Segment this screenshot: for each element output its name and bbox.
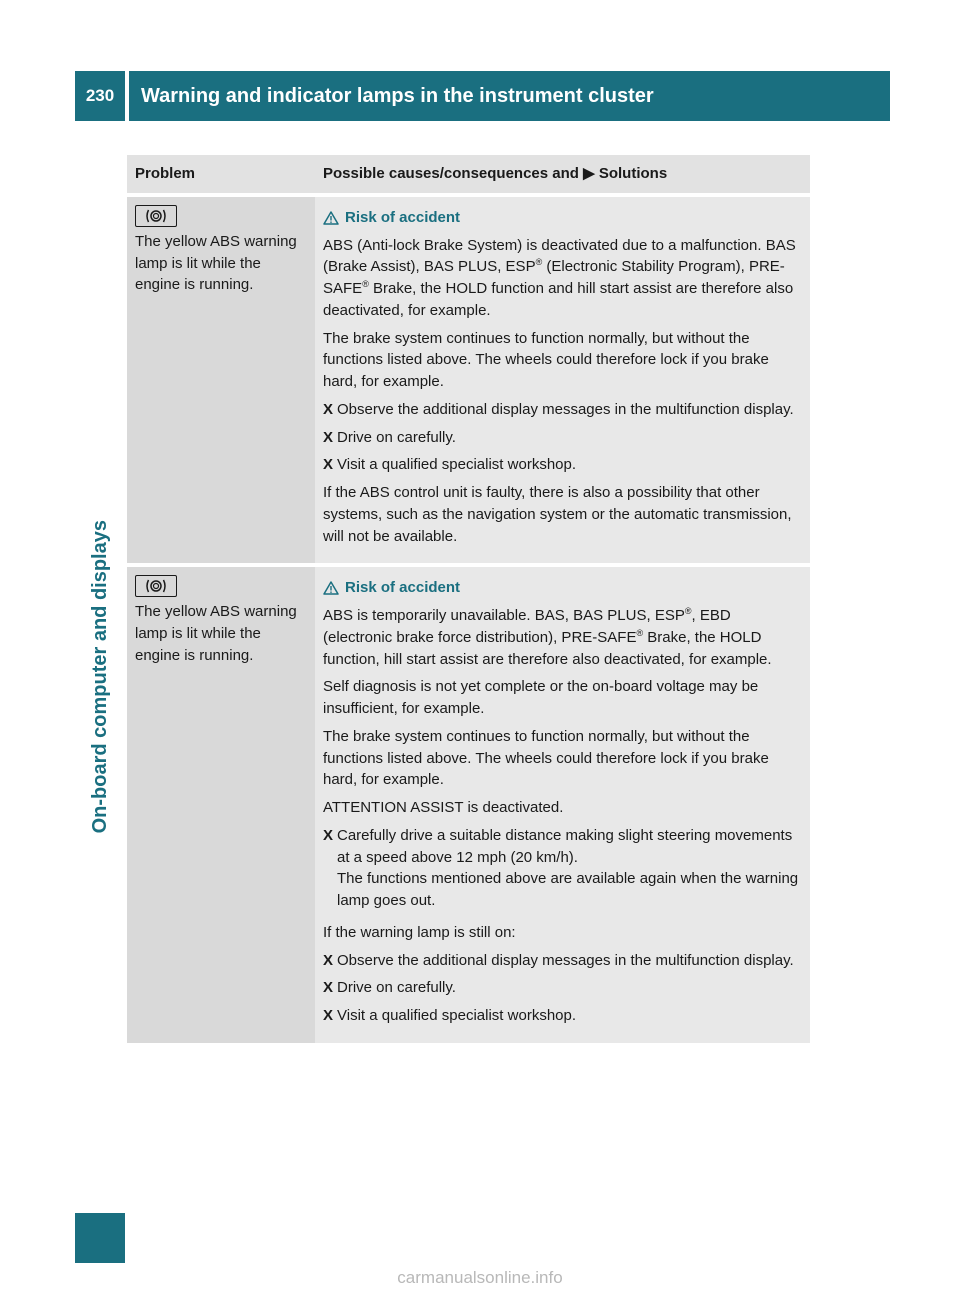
step-item: X Drive on carefully.	[323, 977, 804, 999]
section-side-tab	[83, 520, 117, 920]
warning-heading: Risk of accident	[323, 577, 804, 599]
problem-cell	[127, 565, 315, 1045]
step-arrow-icon: X	[323, 400, 334, 418]
page-header	[75, 71, 890, 121]
step-arrow-icon: X	[323, 951, 334, 969]
solution-cell	[315, 195, 810, 566]
step-item: X Carefully drive a suitable distance making slight steering movements at a speed above 12 mph (20 km/h). The functions mentioned above are available again when the warning lamp goes out.	[323, 825, 804, 912]
warning-paragraph: ABS is temporarily unavailable. BAS, BAS PLUS, ESP®, EBD (electronic brake force distribution), PRE-SAFE® Brake, the HOLD function, hill start assist are therefore also deactivated, for example.	[323, 606, 772, 668]
step-item: X Observe the additional display messages in the multifunction display.	[323, 950, 804, 972]
step-arrow-icon: X	[323, 979, 334, 997]
info-paragraph: ATTENTION ASSIST is deactivated.	[323, 799, 564, 816]
step-arrow-icon: X	[323, 428, 334, 446]
warning-heading: Risk of accident	[323, 207, 804, 229]
step-arrow-icon: X	[323, 826, 334, 844]
warning-triangle-icon	[323, 211, 339, 225]
abs-warning-icon	[135, 575, 177, 597]
watermark: carmanualsonline.info	[397, 1268, 563, 1287]
table-row	[127, 565, 810, 1045]
section-marker	[75, 1213, 125, 1263]
warning-lamp-table	[127, 155, 810, 1047]
warning-paragraph: ABS (Anti-lock Brake System) is deactivated due to a malfunction. BAS (Brake Assist), BAS PLUS, ESP® (Electronic Stability Program), PRE-SAFE® Brake, the HOLD function and hill start assist are therefore also deactivated, for example.	[323, 236, 796, 319]
solution-cell	[315, 565, 810, 1045]
page-number: 230	[75, 71, 125, 121]
column-header-solutions: Possible causes/consequences and ▶ Solutions	[315, 155, 810, 195]
table-row	[127, 195, 810, 566]
warning-triangle-icon	[323, 581, 339, 595]
problem-text: The yellow ABS warning lamp is lit while the engine is running.	[135, 603, 297, 664]
info-paragraph: If the warning lamp is still on:	[323, 923, 516, 941]
warning-paragraph: Self diagnosis is not yet complete or the on-board voltage may be insufficient, for example.	[323, 678, 759, 717]
step-arrow-icon: X	[323, 456, 334, 474]
step-item: X Drive on carefully.	[323, 427, 804, 449]
page-title: Warning and indicator lamps in the instrument cluster	[129, 71, 890, 121]
problem-cell	[127, 195, 315, 566]
step-item: X Observe the additional display messages in the multifunction display.	[323, 399, 804, 421]
step-arrow-icon: ▶	[583, 165, 595, 182]
abs-warning-icon	[135, 205, 177, 227]
problem-text: The yellow ABS warning lamp is lit while the engine is running.	[135, 232, 297, 294]
info-paragraph: If the ABS control unit is faulty, there is also a possibility that other systems, such as the navigation system or the automatic transmission, will not be available.	[323, 484, 792, 545]
step-item: X Visit a qualified specialist workshop.	[323, 454, 804, 476]
warning-paragraph: The brake system continues to function normally, but without the functions listed above. The wheels could therefore lock if you brake hard, for example.	[323, 727, 769, 789]
table-header-row	[127, 155, 810, 195]
step-arrow-icon: X	[323, 1007, 334, 1024]
step-item: X Visit a qualified specialist workshop.	[323, 1005, 804, 1027]
section-side-label: On-board computer and displays	[89, 520, 111, 834]
column-header-problem: Problem	[127, 155, 315, 195]
warning-paragraph: The brake system continues to function normally, but without the functions listed above. The wheels could therefore lock if you brake hard, for example.	[323, 329, 769, 390]
